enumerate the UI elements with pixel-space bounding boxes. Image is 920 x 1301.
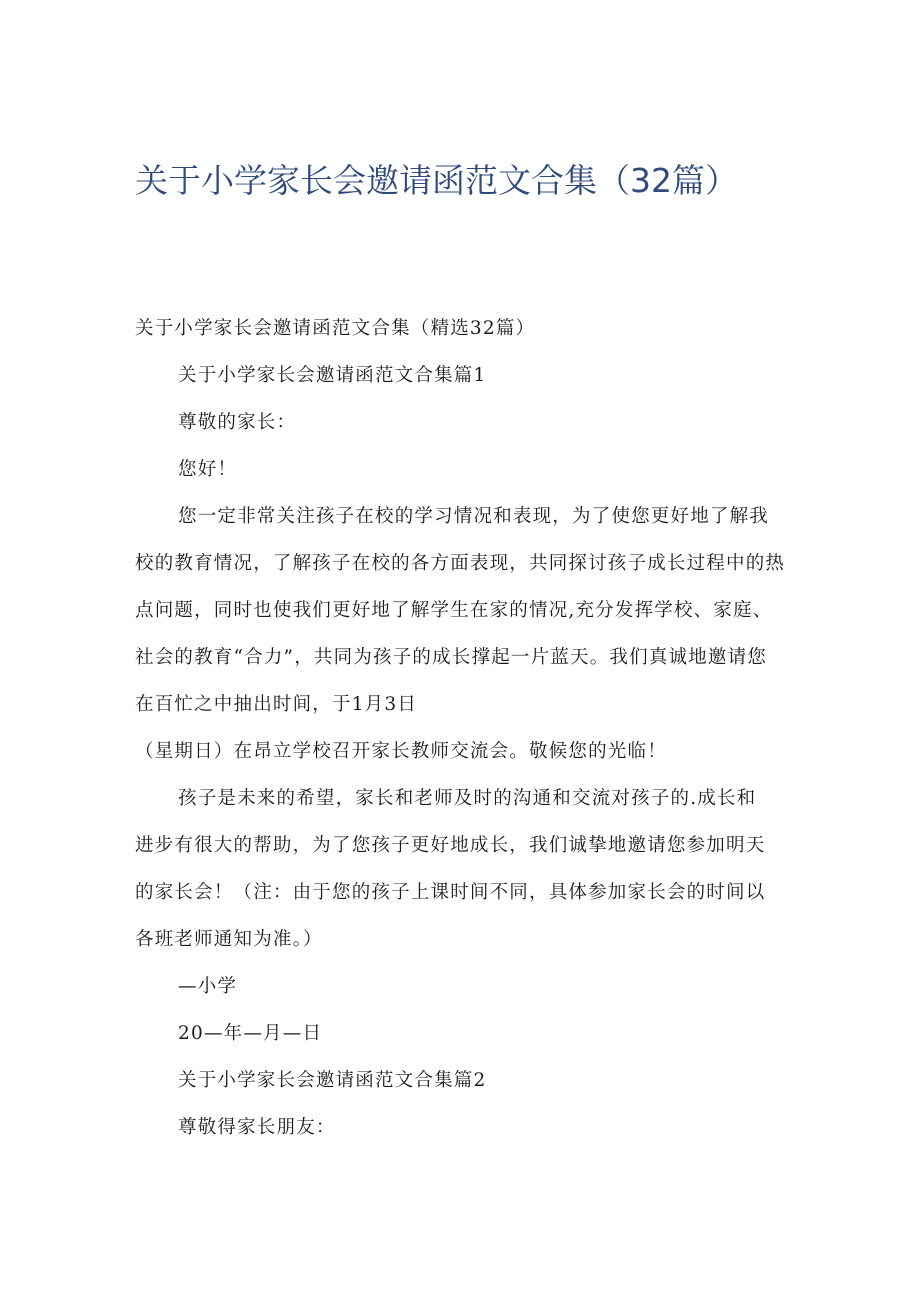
document-title: 关于小学家长会邀请函范文合集（32篇） xyxy=(135,161,738,200)
paragraph-line: 点问题，同时也使我们更好地了解学生在家的情况,充分发挥学校、家庭、 xyxy=(135,600,773,621)
paragraph-line: 各班老师通知为准。） xyxy=(135,929,323,950)
paragraph-line: 进步有很大的帮助，为了您孩子更好地成长，我们诚挚地邀请您参加明天 xyxy=(135,835,766,856)
salutation-2: 尊敬得家长朋友： xyxy=(178,1117,336,1138)
date-line: 20—年—月—日 xyxy=(178,1023,323,1044)
paragraph-line: 孩子是未来的希望，家长和老师及时的沟通和交流对孩子的.成长和 xyxy=(178,788,757,809)
weekday-line: （星期日）在昂立学校召开家长教师交流会。敬候您的光临！ xyxy=(135,741,667,762)
greeting: 您好！ xyxy=(178,459,238,480)
section-heading-2: 关于小学家长会邀请函范文合集篇2 xyxy=(178,1070,487,1091)
paragraph-line: 您一定非常关注孩子在校的学习情况和表现，为了使您更好地了解我 xyxy=(178,506,770,527)
collection-subtitle: 关于小学家长会邀请函范文合集（精选32篇） xyxy=(135,318,536,339)
document-body xyxy=(135,305,795,1151)
signature: —小学 xyxy=(178,976,238,997)
paragraph-line: 社会的教育“合力”，共同为孩子的成长撑起一片蓝天。我们真诚地邀请您 xyxy=(135,647,768,668)
paragraph-line: 校的教育情况，了解孩子在校的各方面表现，共同探讨孩子成长过程中的热 xyxy=(135,553,786,574)
paragraph-line: 在百忙之中抽出时间，于1月3日 xyxy=(135,694,418,715)
section-heading-1: 关于小学家长会邀请函范文合集篇1 xyxy=(178,365,487,386)
paragraph-line: 的家长会！（注：由于您的孩子上课时间不同，具体参加家长会的时间以 xyxy=(135,882,766,903)
salutation: 尊敬的家长： xyxy=(178,412,297,433)
